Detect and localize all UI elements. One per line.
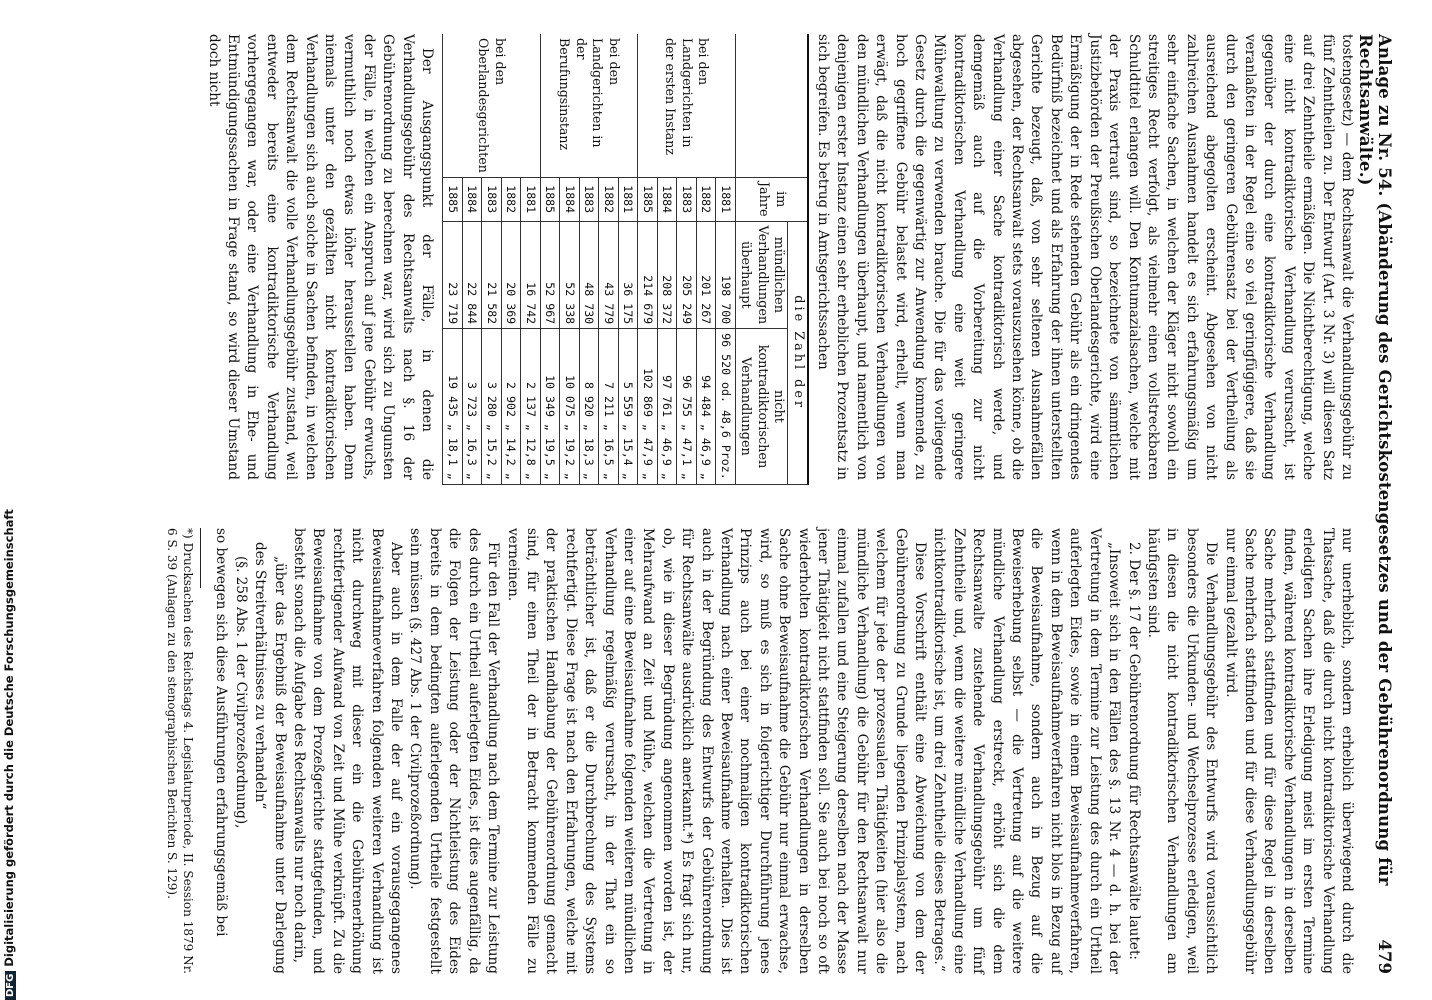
digitization-credit bbox=[2, 509, 16, 1000]
table-court-label: bei den Landgerichten in der ersten Instanz bbox=[638, 34, 736, 177]
table-header-year: im Jahre bbox=[735, 177, 808, 221]
table-total-cell: 201 267 bbox=[696, 221, 716, 329]
table-noncontradictory-cell: 2 902 „ 14,2 „ bbox=[501, 329, 521, 485]
table-noncontradictory-cell: 8 920 „ 18,3 „ bbox=[579, 329, 599, 485]
table-year-cell: 1881 bbox=[716, 177, 736, 221]
running-title: Anlage zu Nr. 54. (Abänderung des Gerichtskostengesetzes und der Gebührenordnung für Rechtsanwälte.) bbox=[1356, 34, 1394, 886]
table-noncontradictory-cell: 96 520 od. 48,6 Proz. bbox=[716, 329, 736, 485]
right-paragraph: 2. Der §. 17 der Gebührenordnung für Rechtsanwälte lautet: bbox=[1125, 542, 1142, 960]
scanned-page bbox=[16, 12, 1416, 988]
right-paragraph: nur unerheblich, sondern erheblich überwiegend durch die Thatsache, daß die durch nicht kontradiktorische Verhandlung erledigten Sachen ihre Erledigung meist im ersten Termine finden, während kontradiktorische Verhandlungen in derselben Sache mehrfach stattfinden und für diese Regel in derselben Sache mehrfach stattfinden und für diese Verhandlungsgebühr nur einmal gezahlt wird. bbox=[1222, 528, 1355, 974]
digitization-credit-text: Digitalisierung gefördert durch die Deutsche Forschungsgemeinschaft bbox=[2, 509, 16, 967]
table-noncontradictory-cell: 10 075 „ 19,2 „ bbox=[560, 329, 580, 485]
table-noncontradictory-cell: 94 484 „ 46,9 „ bbox=[696, 329, 716, 485]
right-paragraph: Für den Fall der Verhandlung nach dem Termine zur Leistung des durch ein Urtheil auferlegten Eides, ist dies augenfällig, da die Folgen der Leistung oder der Nichtleistung des Eides bereits in dem bedingten auferlegenden Urtheile festgestellt sein müssen (§. 427 Abs. 1 der Civilprozeßordnung). bbox=[407, 528, 502, 974]
left-paragraph-after-table: Der Ausgangspunkt der Fälle, in denen die Verhandlungsgebühr des Rechtsanwalts nach §. 16 der Gebührenordnung zu berechnen war, wird sich zu Ungunsten der Fälle, in welchen ein Anspruch auf jene Gebühr erwuchs, vermuthlich noch etwas höher herausstellen haben. Denn niemals unter den gezählten nicht kontradiktorischen Verhandlungen sich auch solche in Sachen befinden, in welchen dem Rechtsanwalt die volle Verhandlungsgebühr zustand, weil entweder bereits eine kontradiktorische Verhandlung vorhergegangen war, oder eine Verhandlung in Ehe- und Entmündigungssachen in Frage stand, so wird dieser Umstand doch nicht bbox=[205, 34, 436, 480]
dfg-logo: DFG bbox=[5, 971, 16, 1000]
table-body bbox=[443, 34, 736, 484]
table-row bbox=[716, 34, 736, 484]
table-court-label: bei den Oberlandesgerichten bbox=[443, 34, 541, 177]
table-year-cell: 1884 bbox=[657, 177, 677, 221]
table-year-cell: 1882 bbox=[501, 177, 521, 221]
left-column bbox=[203, 34, 1356, 480]
table-total-cell: 20 369 bbox=[501, 221, 521, 329]
table-total-cell: 214 679 bbox=[638, 221, 658, 329]
table-header-total: mündlichen Verhandlungen überhaupt bbox=[735, 221, 788, 329]
table-year-cell: 1885 bbox=[638, 177, 658, 221]
right-paragraph: Die Verhandlungsgebühr des Entwurfs wird voraussichtlich besonders die Urkunden- und Wechselprozesse erledigen, weil in diesen die nicht kontradiktorischen Verhandlungen am häufigsten sind. bbox=[1144, 528, 1220, 974]
table-noncontradictory-cell: 3 723 „ 16,3 „ bbox=[462, 329, 482, 485]
table-row bbox=[521, 34, 541, 484]
table-year-cell: 1885 bbox=[540, 177, 560, 221]
quoted-law-text: „Insoweit sich in den Fällen des §. 13 Nr. 4 — d. h. bei der Vertretung in dem Termine zur Leistung des durch ein Urtheil auferlegten Eides, sowie in einem Beweisaufnahmeverfahren, wenn in dem Beweisaufnahmeverfahren nicht blos in Bezug auf die Beweisaufnahme, sondern auch in Bezug auf die Beweiserhebung selbst — die Vertretung auf die weitere mündliche Verhandlung erstreckt, erhöht sich die dem Rechtsanwalte zustehende Verhandlungsgebühr um fünf Zehntheile und, wenn die weitere mündliche Verhandlung eine nichtkontradiktorische ist, um drei Zehntheile dieses Betrages.“ bbox=[931, 528, 1123, 974]
table-noncontradictory-cell: 3 280 „ 15,2 „ bbox=[482, 329, 502, 485]
table-header-noncontradictory: nicht kontradiktorischen Verhandlungen bbox=[735, 329, 788, 485]
statistics-table bbox=[442, 34, 809, 485]
right-paragraph: so bewegen sich diese Ausführungen erfahrungsgemäß bei bbox=[213, 528, 230, 937]
right-quote-line: „über das Ergebniß der Beweisaufnahme unter Darlegung des Streitverhältnisses zu verhandeln“ bbox=[252, 542, 288, 974]
table-total-cell: 52 967 bbox=[540, 221, 560, 329]
table-total-cell: 208 372 bbox=[657, 221, 677, 329]
table-total-cell: 21 582 bbox=[482, 221, 502, 329]
table-total-cell: 23 719 bbox=[443, 221, 463, 329]
right-citation-line: (§. 258 Abs. 1 der Civilprozeßordnung), bbox=[232, 556, 249, 829]
page-number: 479 bbox=[1375, 939, 1394, 974]
table-year-cell: 1883 bbox=[482, 177, 502, 221]
table-year-cell: 1881 bbox=[521, 177, 541, 221]
table-total-cell: 48 730 bbox=[579, 221, 599, 329]
table-noncontradictory-cell: 7 211 „ 16,5 „ bbox=[599, 329, 619, 485]
table-noncontradictory-cell: 96 755 „ 47,1 „ bbox=[677, 329, 697, 485]
table-row bbox=[618, 34, 638, 484]
table-year-cell: 1884 bbox=[560, 177, 580, 221]
footnote-rule bbox=[200, 528, 201, 588]
table-total-cell: 16 742 bbox=[521, 221, 541, 329]
table-court-label: bei den Landgerichten in der Berufungsinstanz bbox=[540, 34, 638, 177]
table-year-cell: 1883 bbox=[677, 177, 697, 221]
right-column bbox=[164, 528, 1356, 974]
table-noncontradictory-cell: 97 761 „ 46,9 „ bbox=[657, 329, 677, 485]
table-noncontradictory-cell: 19 435 „ 18,1 „ bbox=[443, 329, 463, 485]
table-year-cell: 1884 bbox=[462, 177, 482, 221]
table-total-cell: 198 700 bbox=[716, 221, 736, 329]
table-noncontradictory-cell: 102 869 „ 47,9 „ bbox=[638, 329, 658, 485]
table-header-top: die Zahl der bbox=[788, 221, 808, 484]
table-total-cell: 205 249 bbox=[677, 221, 697, 329]
running-header bbox=[1356, 34, 1400, 974]
table-total-cell: 52 338 bbox=[560, 221, 580, 329]
right-paragraph: Aber auch in dem Falle der auf ein vorausgegangenes Beweisaufnahmeverfahren folgenden weiteren Verhandlung ist nicht durchweg mit dieser ein die Gebührenerhöhung rechtfertigender Aufwand von Zeit und Mühe verknüpft. Zu die Beweisaufnahme von dem Prozeßgerichte stattgefunden, und besteht sonach die Aufgabe des Rechtsanwalts nur noch darin, bbox=[291, 528, 405, 974]
right-paragraph: Diese Vorschrift enthält eine Abweichung von dem der Gebührenordnung zu Grunde liegenden Prinzipalsystem, nach welchem für jede der prozessualen Thätigkeiten (hier also die mündliche Verhandlung) die Gebühr für den Rechtsanwalt nur einmal zufallen und eine Steigerung derselben nach der Masse jener Thätigkeit nicht stattfinden soll. Sie auch bei noch so oft wiederholten kontradiktorischen Verhandlungen in derselben Sache ohne Beweisaufnahme die Gebühr nur einmal erwachse, wird, so muß es sich in folgerichtiger Durchführung jenes Prinzips auch bei einer nochmaligen kontradiktorischen Verhandlung nach einer Beweisaufnahme verhalten. Dies ist auch in der Begründung des Entwurfs der Gebührenordnung für Rechtsanwälte ausdrücklich anerkannt.*) Es fragt sich nur, ob, wie in dieser Begründung angenommen worden ist, der Mehraufwand an Zeit und Mühe, welchen die Vertretung in einer auf eine Beweisaufnahme folgenden weiteren mündlichen Verhandlung regelmäßig verursacht, in der That ein so beträchtlicher ist, daß er die Durchbrechung des Systems rechtfertigt. Diese Frage ist nach den Erfahrungen, welche mit der praktischen Handhabung der Gebührenordnung gemacht sind, für einen Theil der in Betracht kommenden Fälle zu verneinen. bbox=[504, 528, 929, 974]
table-year-cell: 1882 bbox=[696, 177, 716, 221]
table-year-cell: 1882 bbox=[599, 177, 619, 221]
table-year-cell: 1885 bbox=[443, 177, 463, 221]
table-noncontradictory-cell: 2 137 „ 12,8 „ bbox=[521, 329, 541, 485]
table-total-cell: 43 779 bbox=[599, 221, 619, 329]
table-noncontradictory-cell: 10 349 „ 19,5 „ bbox=[540, 329, 560, 485]
left-paragraph: tostengesetz) — dem Rechtsanwalt die Verhandlungsgebühr zu fünf Zehntheilen zu. Der Entwurf (Art. 3 Nr. 3) will diesen Satz auf drei Zehntheile ermäßigen. Die Nichtberechtigung, welche eine nicht kontradiktorische Verhandlung verursacht, ist gegenüber der durch eine kontradiktorische Verhandlung veranlaßten in der Regel eine so viel geringfügigere, daß sie durch den geringeren Gebührensatz bei der Vertheilung als ausreichend abgegolten erscheint. Abgesehen von nicht zahlreichen Ausnahmen handelt es sich erfahrungsmäßig um sehr einfache Sachen, in welchen der Kläger nicht sowohl ein streitiges Recht verfolgt, als vielmehr einen vollstreckbaren Schuldtitel erlangen will. Den Kontumazialsachen, welche mit der Praxis vertraut sind, so bezeichnete von sämmtlichen Justizbehörden der Preußischen Oberlandesgerichte, wird eine Ermäßigung der in Rede stehenden Gebühr als ein dringendes Bedürfniß bezeichnet und als Erfahrung der ihnen unterstellten Gerichte bezeugt, daß, von sehr seltenen Ausnahmefällen abgesehen, der Rechtsanwalt stets vorauszusehen könne, ob die Verhandlung einer Sache kontradiktorisch werde, und demgemäß auch auf die Vorbereitung zur nicht kontradiktorischen Verhandlung eine weit geringere Mühewaltung zu verwenden brauche. Die für das vorliegende Gesetz durch die gegenwärtig zur Anwendung kommende, zu hoch gegriffene Gebühr belastet wird, erhellt, wenn man erwägt, daß die nicht kontradiktorischen Verhandlungen von den mündlichen Verhandlungen überhaupt, und namentlich von denjenigen erster Instanz einen sehr erheblichen Prozentsatz in sich begreifen. Es betrug in Amtsgerichtssachen bbox=[815, 34, 1355, 480]
table-corner bbox=[735, 34, 808, 177]
table-total-cell: 36 175 bbox=[618, 221, 638, 329]
footnote: *) Drucksachen des Reichstags 4. Legislaturperiode, II. Session 1879 Nr. 6 S. 39 (Anlagen zu den stenographischen Berichten S. 129). bbox=[165, 528, 196, 974]
table-total-cell: 22 844 bbox=[462, 221, 482, 329]
table-year-cell: 1881 bbox=[618, 177, 638, 221]
table-year-cell: 1883 bbox=[579, 177, 599, 221]
table-noncontradictory-cell: 5 559 „ 15,4 „ bbox=[618, 329, 638, 485]
